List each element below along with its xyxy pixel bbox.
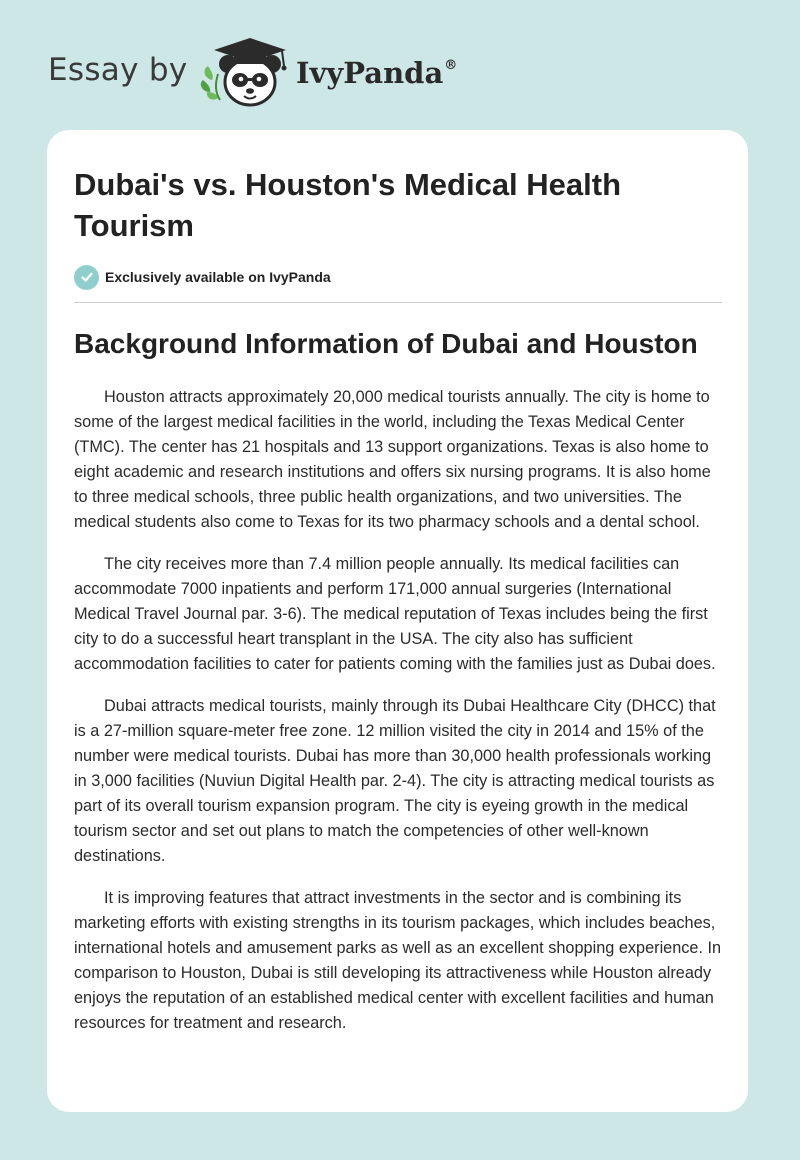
paragraph: Dubai attracts medical tourists, mainly through its Dubai Healthcare City (DHCC) that is a 27-million square-meter free zone. 12 million visited the city in 2014 and 15% of the number were medical tourists. Dubai has more than 30,000 health professionals working in 3,000 facilities (Nuviun Digital Health par. 2-4). The city is attracting medical tourists as part of its overall tourism expansion program. The city is eyeing growth in the medical tourism sector and set out plans to match the competencies of other well-known destinations. xyxy=(74,697,716,865)
exclusive-badge xyxy=(74,264,331,290)
divider xyxy=(74,302,722,303)
paragraph: It is improving features that attract investments in the sector and is combining its marketing efforts with existing strengths in its tourism packages, which includes beaches, international hotels and amusement parks as well as an excellent shopping experience. In comparison to Houston, Dubai is still developing its attractiveness while Houston already enjoys the reputation of an established medical center with excellent facilities and human resources for treatment and research. xyxy=(74,889,722,1032)
brand-name xyxy=(296,56,457,90)
article-body xyxy=(74,385,724,1053)
page-title: Dubai's vs. Houston's Medical Health Tourism xyxy=(74,167,622,243)
site-header xyxy=(48,34,508,114)
paragraph: Houston attracts approximately 20,000 medical tourists annually. The city is home to some of the largest medical facilities in the world, including the Texas Medical Center (TMC). The center has 21 hospitals and 13 support organizations. Texas is also home to eight academic and research institutions and offers six nursing programs. It is also home to three medical schools, three public health organizations, and two universities. The medical students also come to Texas for its two pharmacy schools and a dental school. xyxy=(74,388,711,531)
article-card xyxy=(47,130,748,1112)
checkmark-icon xyxy=(74,265,99,290)
registered-mark: ® xyxy=(444,58,458,73)
brand-name-text: IvyPanda xyxy=(296,56,444,90)
panda-logo-icon[interactable] xyxy=(198,34,294,110)
section-heading: Background Information of Dubai and Houston xyxy=(74,328,698,359)
paragraph: The city receives more than 7.4 million people annually. Its medical facilities can accommodate 7000 inpatients and perform 171,000 annual surgeries (International Medical Travel Journal par. 3-6). The medical reputation of Texas includes being the first city to do a successful heart transplant in the USA. The city also has sufficient accommodation facilities to cater for patients coming with the families just as Dubai does. xyxy=(74,555,716,673)
essay-by-label: Essay by xyxy=(48,52,188,88)
exclusive-badge-label: Exclusively available on IvyPanda xyxy=(105,269,331,285)
